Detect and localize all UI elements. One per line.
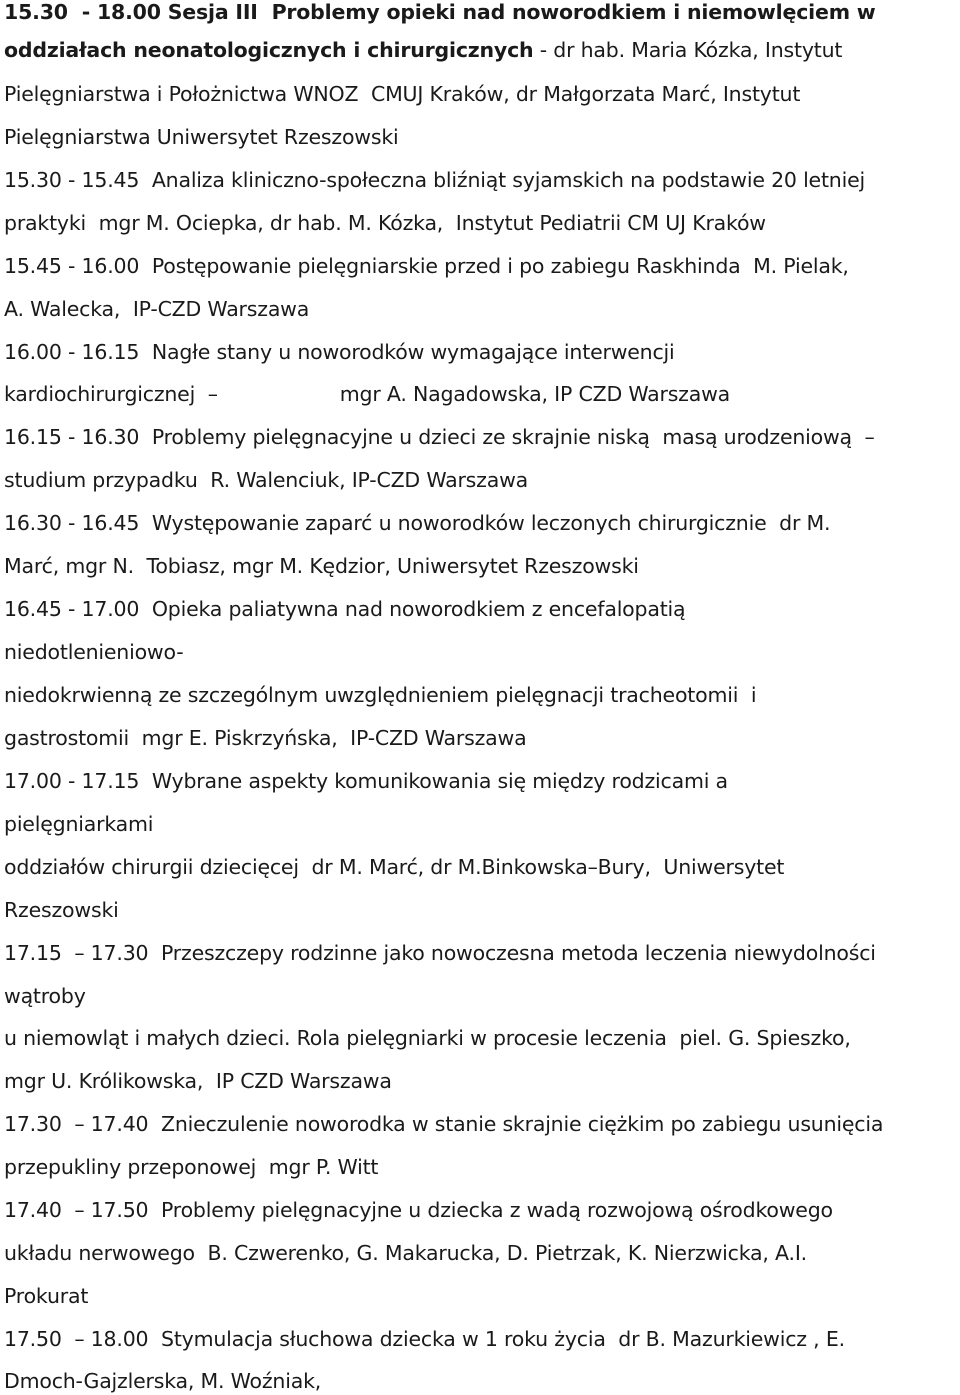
item-6-line-3: niedokrwienną ze szczególnym uwzględnieniem pielęgnacji tracheotomii i [4,683,757,707]
item-10-line-3: Prokurat [4,1284,89,1308]
session-chairs-line-2: Pielęgniarstwa i Położnictwa WNOZ CMUJ Kraków, dr Małgorzata Marć, Instytut [4,82,801,106]
item-11-line-1: 17.50 – 18.00 Stymulacja słuchowa dziecka w 1 roku życia dr B. Mazurkiewicz , E. [4,1327,845,1351]
item-3-line-2 [4,382,730,406]
item-6-line-1: 16.45 - 17.00 Opieka paliatywna nad noworodkiem z encefalopatią [4,597,686,621]
item-5-line-2: Marć, mgr N. Tobiasz, mgr M. Kędzior, Uniwersytet Rzeszowski [4,554,639,578]
session-chairs-line-3: Pielęgniarstwa Uniwersytet Rzeszowski [4,125,399,149]
item-2-line-1: 15.45 - 16.00 Postępowanie pielęgniarskie przed i po zabiegu Raskhinda M. Pielak, [4,254,849,278]
item-3-split-right: mgr A. Nagadowska, IP CZD Warszawa [339,382,731,406]
item-8-line-3: u niemowląt i małych dzieci. Rola pielęgniarki w procesie leczenia piel. G. Spieszko, [4,1026,851,1050]
item-1-line-1: 15.30 - 15.45 Analiza kliniczno-społeczna bliźniąt syjamskich na podstawie 20 letniej [4,168,866,192]
item-4-line-1: 16.15 - 16.30 Problemy pielęgnacyjne u dzieci ze skrajnie niską masą urodzeniową – [4,425,875,449]
item-4-line-2: studium przypadku R. Walenciuk, IP-CZD Warszawa [4,468,529,492]
item-8-line-2: wątroby [4,984,86,1008]
item-8-line-4: mgr U. Królikowska, IP CZD Warszawa [4,1069,392,1093]
item-2-line-2: A. Walecka, IP-CZD Warszawa [4,297,310,321]
item-7-line-2: pielęgniarkami [4,812,154,836]
item-10-line-2: układu nerwowego B. Czwerenko, G. Makarucka, D. Pietrzak, K. Nierzwicka, A.I. [4,1241,807,1265]
item-6-line-4: gastrostomii mgr E. Piskrzyńska, IP-CZD Warszawa [4,726,527,750]
session-title-line-2 [4,38,842,62]
item-10-line-1: 17.40 – 17.50 Problemy pielęgnacyjne u dziecka z wadą rozwojową ośrodkowego [4,1198,833,1222]
session-title-line-1: 15.30 - 18.00 Sesja III Problemy opieki nad noworodkiem i niemowlęciem w [4,0,876,24]
item-1-line-2: praktyki mgr M. Ociepka, dr hab. M. Kózka, Instytut Pediatrii CM UJ Kraków [4,211,766,235]
session-chairs-1: - dr hab. Maria Kózka, Instytut [533,38,843,62]
item-7-line-4: Rzeszowski [4,898,119,922]
item-11-line-2: Dmoch-Gajzlerska, M. Woźniak, [4,1369,322,1393]
session-title-bold-2: oddziałach neonatologicznych i chirurgicznych [4,38,534,62]
item-5-line-1: 16.30 - 16.45 Występowanie zaparć u noworodków leczonych chirurgicznie dr M. [4,511,831,535]
item-3-split-left: kardiochirurgicznej – [4,382,218,406]
item-7-line-3: oddziałów chirurgii dziecięcej dr M. Marć, dr M.Binkowska–Bury, Uniwersytet [4,855,785,879]
item-8-line-1: 17.15 – 17.30 Przeszczepy rodzinne jako nowoczesna metoda leczenia niewydolności [4,941,876,965]
item-7-line-1: 17.00 - 17.15 Wybrane aspekty komunikowania się między rodzicami a [4,769,728,793]
item-6-line-2: niedotlenieniowo- [4,640,184,664]
item-9-line-1: 17.30 – 17.40 Znieczulenie noworodka w stanie skrajnie ciężkim po zabiegu usunięcia [4,1112,884,1136]
item-9-line-2: przepukliny przeponowej mgr P. Witt [4,1155,379,1179]
item-3-line-1: 16.00 - 16.15 Nagłe stany u noworodków wymagające interwencji [4,340,675,364]
